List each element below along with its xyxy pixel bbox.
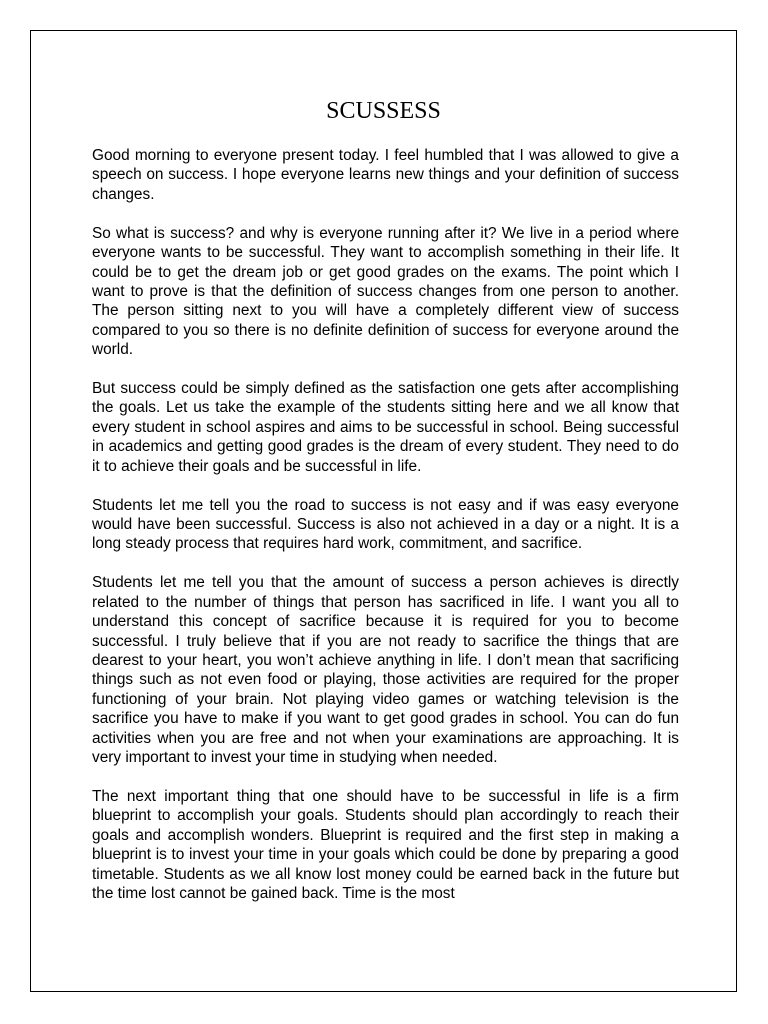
document-body [92,146,679,923]
document-title: SCUSSESS [326,98,441,124]
paragraph-road-to-success: Students let me tell you the road to success is not easy and if was easy everyone would have been successful. Success is also not achieved in a day or a night. It is a long steady process that requires hard work, commitment, and sacrifice. [92,496,679,553]
paragraph-intro: Good morning to everyone present today. I feel humbled that I was allowed to give a speech on success. I hope everyone learns new things and your definition of success changes. [92,147,679,203]
paragraph-sacrifice: Students let me tell you that the amount of success a person achieves is directly related to the number of things that person has sacrificed in life. I want you all to understand this concept of sacrifice because it is required for you to become successful. I truly believe that if you are not ready to sacrifice the things that are dearest to your heart, you won’t achieve anything in life. I don’t mean that sacrificing things such as not even food or playing, those activities are required for the proper functioning of your brain. Not playing video games or watching television is the sacrifice you have to make if you want to get good grades in school. You can do fun activities when you are free and not when your examinations are approaching. It is very important to invest your time in studying when needed. [92,574,679,766]
paragraph-blueprint: The next important thing that one should have to be successful in life is a firm blueprint to accomplish your goals. Students should plan accordingly to reach their goals and accomplish wonders. Blueprint is required and the first step in making a blueprint is to invest your time in your goals which could be done by preparing a good timetable. Students as we all know lost money could be earned back in the future but the time lost cannot be gained back. Time is the most [92,787,679,902]
paragraph-definition: But success could be simply defined as the satisfaction one gets after accomplishing the goals. Let us take the example of the students sitting here and we all know that every student in school aspires and aims to be successful in school. Being successful in academics and getting good grades is the dream of every student. They need to do it to achieve their goals and be successful in life. [92,380,679,475]
paragraph-what-is-success: So what is success? and why is everyone running after it? We live in a period where everyone wants to be successful. They want to accomplish something in their life. It could be to get the dream job or get good grades on the exams. The point which I want to prove is that the definition of success changes from one person to another. The person sitting next to you will have a completely different view of success compared to you so there is no definite definition of success for everyone around the world. [92,224,679,359]
document-page [30,30,737,992]
